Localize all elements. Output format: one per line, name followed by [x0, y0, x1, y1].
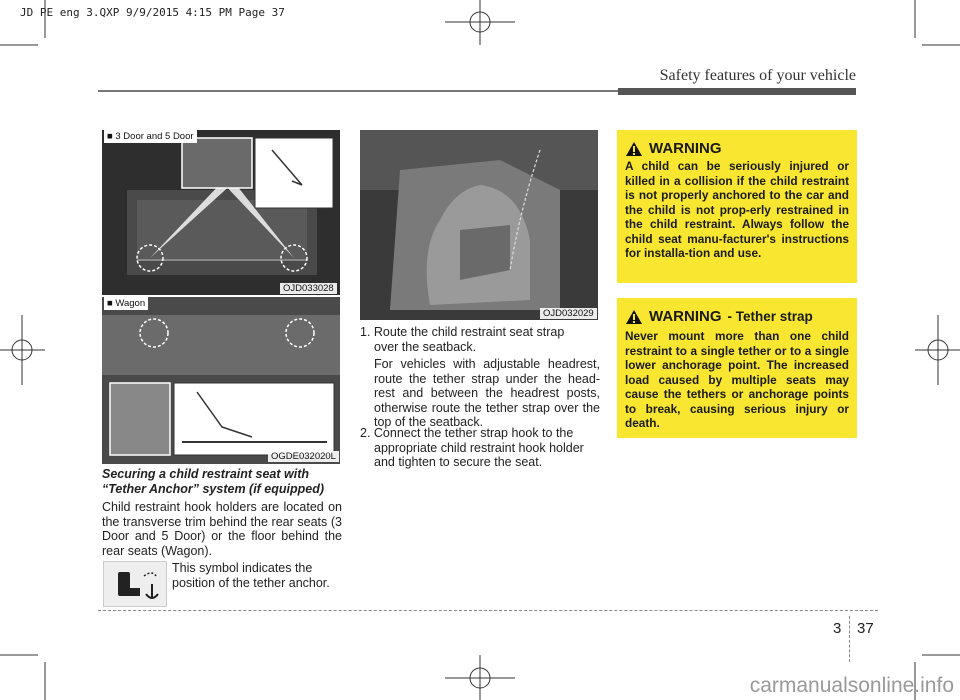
footer-rule: [98, 610, 878, 611]
tether-anchor-icon: [104, 562, 166, 606]
child-seat-illustration: [360, 130, 598, 320]
warning-tether-title: [625, 308, 849, 325]
wagon-illustration: [102, 297, 340, 464]
warning-triangle-icon: [625, 309, 643, 325]
tether-anchor-symbol: [103, 561, 167, 607]
heading-line-1: Securing a child restraint seat with: [102, 467, 310, 481]
figure-code-ogde032020l: OGDE032020L: [268, 451, 339, 462]
watermark: carmanualsonline.info: [749, 674, 954, 697]
step-1-line-2: over the seatback.: [374, 339, 477, 354]
symbol-line-2: position of the tether anchor.: [172, 575, 330, 590]
warning-tether-title-suffix: - Tether strap: [727, 309, 813, 324]
figure-child-seat: [360, 130, 598, 320]
cargo-illustration: [102, 130, 340, 295]
header-rule: [98, 90, 618, 92]
step-1: [360, 325, 600, 354]
print-header: JD PE eng 3.QXP 9/9/2015 4:15 PM Page 37: [20, 6, 285, 19]
symbol-description: [172, 561, 344, 590]
step-1-line-1: 1. Route the child restraint seat strap: [360, 325, 565, 339]
step-2-line-1: 2. Connect the tether strap hook to the: [360, 426, 574, 440]
page-number-divider: [849, 616, 851, 662]
header-bar: [618, 88, 856, 95]
figure-code-ojd032029: OJD032029: [540, 308, 597, 319]
step-2-line-2: appropriate child restraint hook holder and tighten to secure the seat.: [374, 440, 584, 469]
headrest-note: For vehicles with adjustable headrest, route the tether strap under the head-rest and between the headrest posts, otherwise route the tether strap over the top of the seatback.: [374, 357, 600, 429]
page-number: 37: [857, 620, 874, 637]
figure-cargo-3-5-door: [102, 130, 340, 295]
heading-line-2: “Tether Anchor” system (if equipped): [102, 482, 325, 496]
figure-label-3-5-door: ■ 3 Door and 5 Door: [104, 130, 197, 143]
symbol-line-1: This symbol indicates the: [172, 561, 313, 575]
figure-label-wagon: ■ Wagon: [104, 297, 148, 310]
warning-tether-body: Never mount more than one child restraint to a single tether or to a single lower anchorage point. The increased load caused by multiple seats may cause the tethers or anchorage points to break, causing serious injury or death.: [625, 329, 849, 430]
figure-cargo-wagon: [102, 297, 340, 464]
warning-triangle-icon: [625, 141, 643, 157]
chapter-number: 3: [833, 620, 842, 637]
step-2: [360, 426, 600, 470]
section-heading: [102, 467, 352, 497]
warning-box-child-injury: [617, 130, 857, 283]
intro-paragraph: Child restraint hook holders are located on the transverse trim behind the rear seats (3 Door and 5 Door) or the floor behind the rear seats (Wagon).: [102, 500, 342, 558]
section-title: Safety features of your vehicle: [659, 67, 856, 84]
warning-tether-title-text: WARNING: [649, 308, 722, 325]
warning-box-tether-strap: [617, 298, 857, 438]
warning-body: A child can be seriously injured or killed in a collision if the child restraint is not properly anchored to the car and the child is not prop-erly restrained in the child restraint. Always follow the child seat manu-facturer's instructions for installa-tion and use.: [625, 159, 849, 260]
warning-title-text: WARNING: [649, 140, 722, 157]
warning-title: [625, 140, 849, 157]
figure-code-ojd033028: OJD033028: [280, 283, 337, 294]
